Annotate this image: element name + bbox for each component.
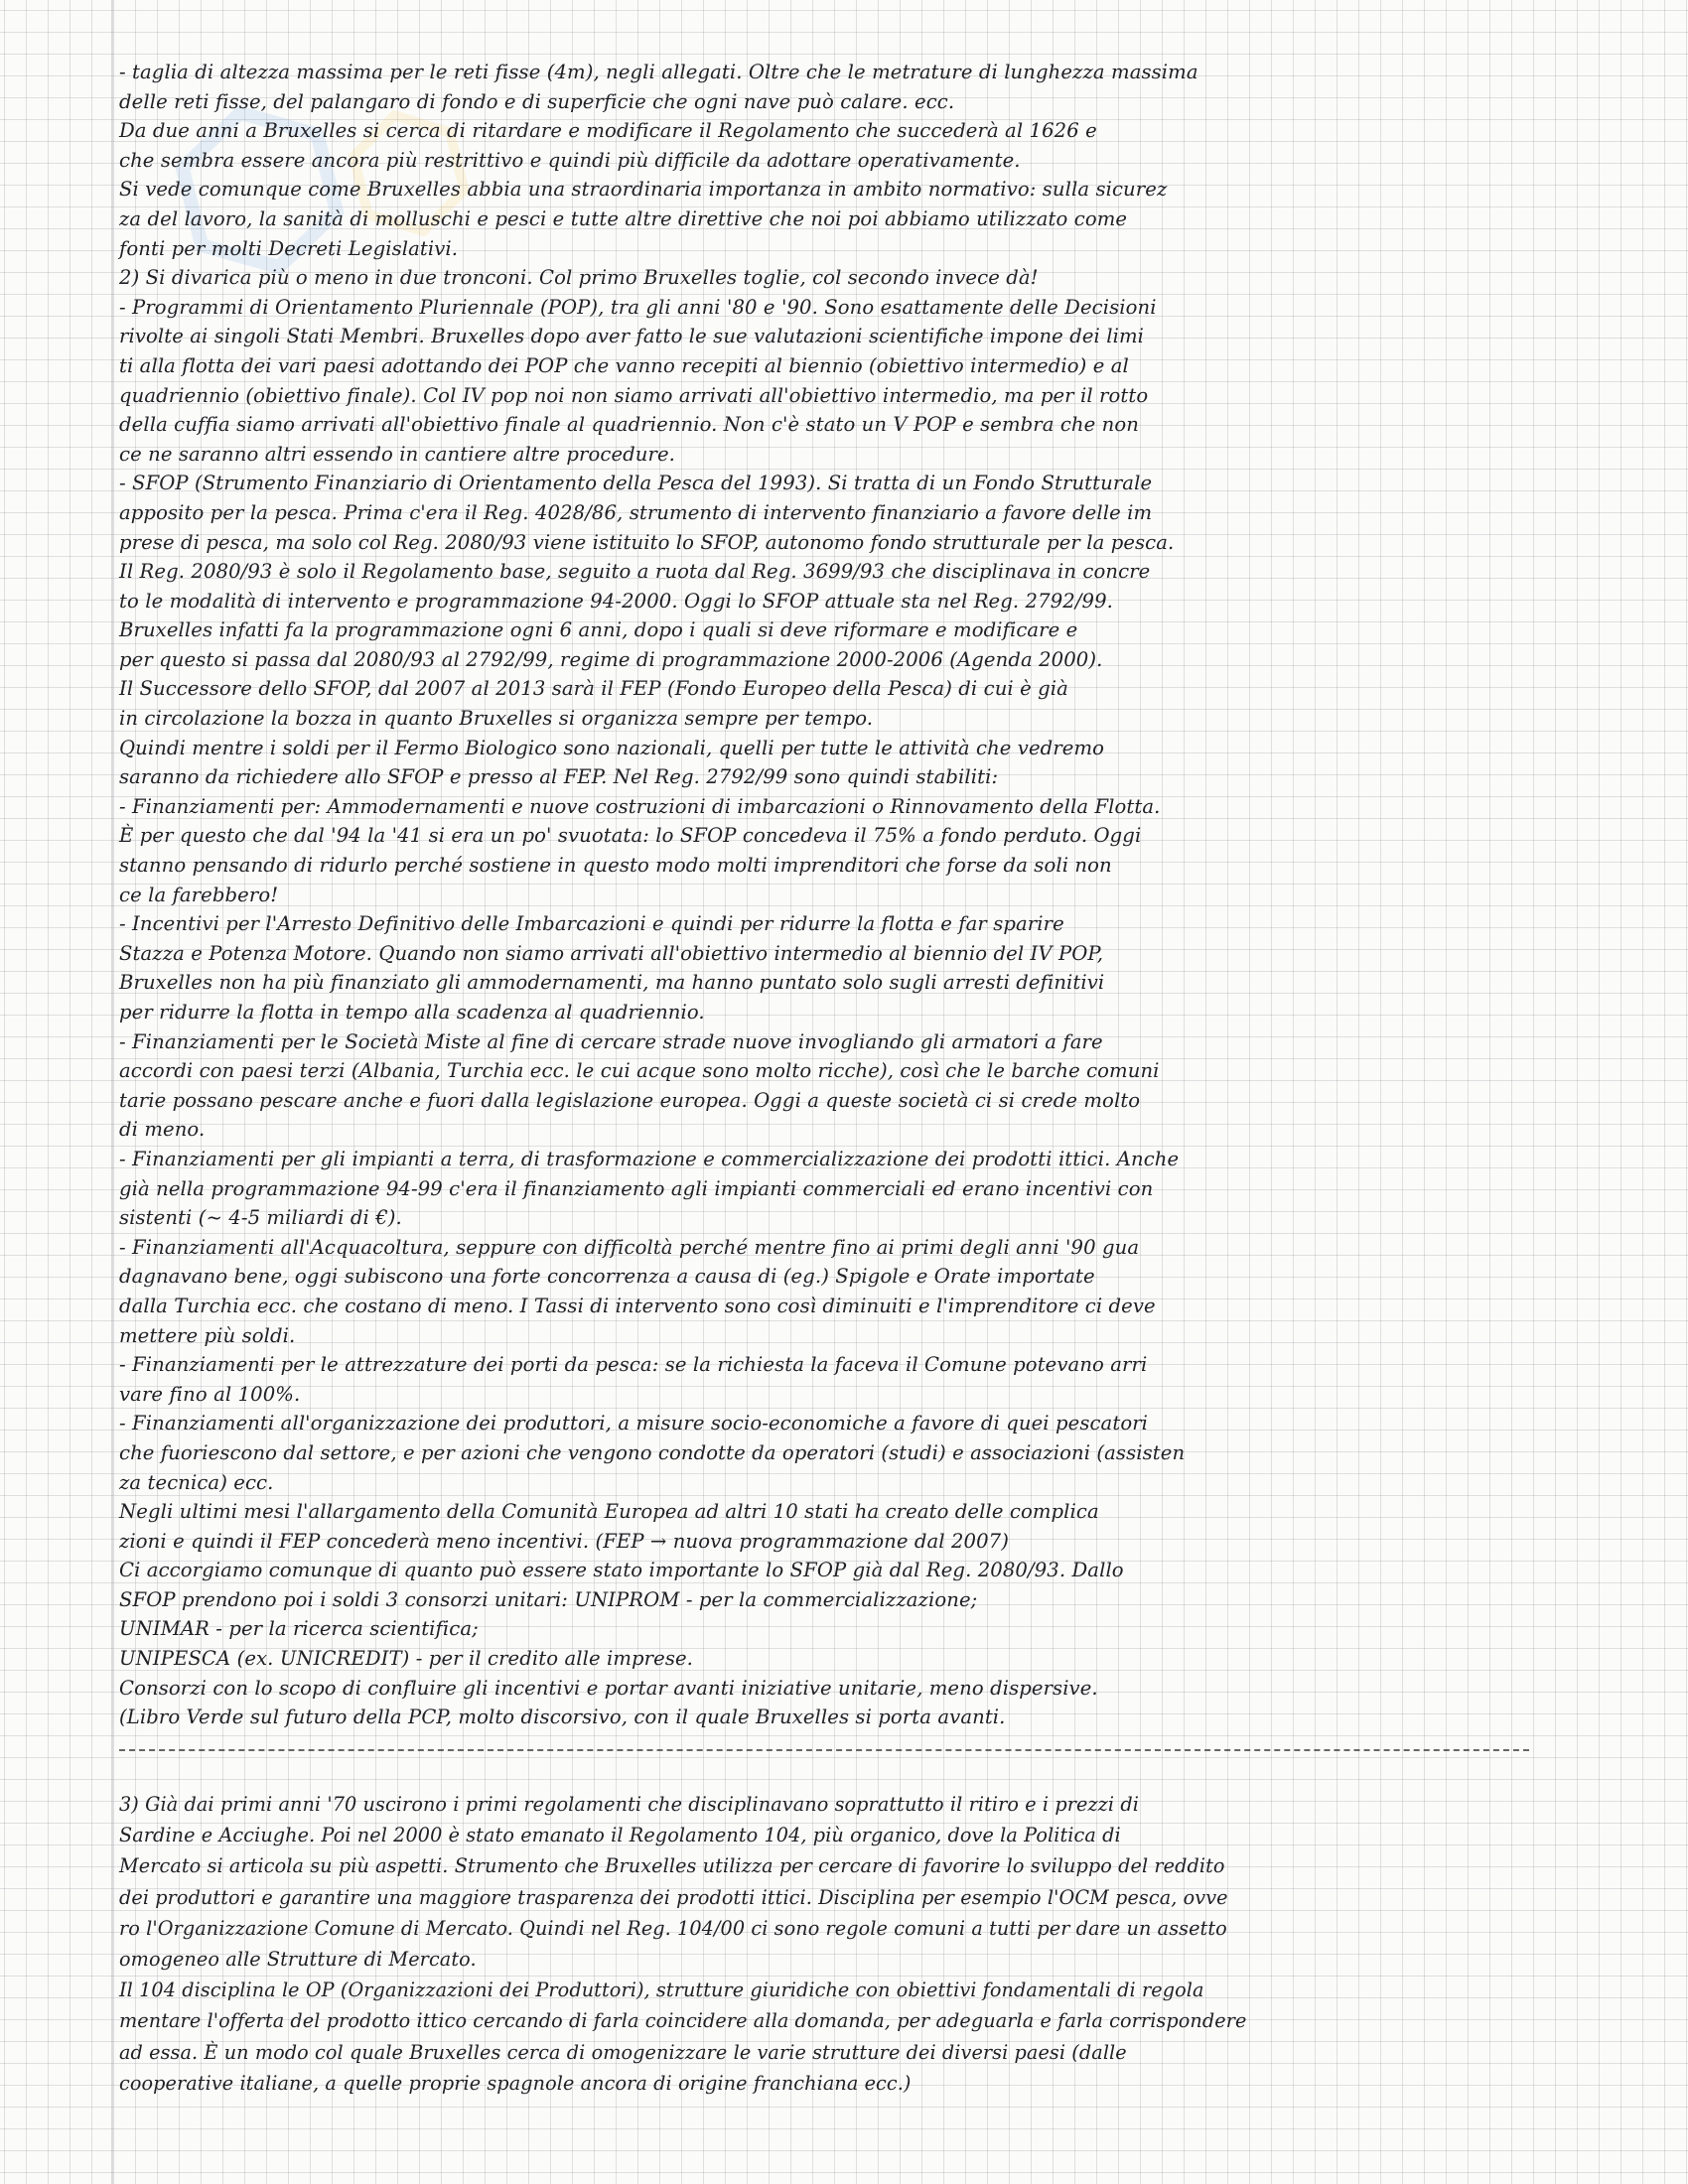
handwritten-line: dagnavano bene, oggi subiscono una forte concorrenza a causa di (eg.) Spigole e Orate importate [119, 1265, 1095, 1289]
handwritten-line: Mercato si articola su più aspetti. Strumento che Bruxelles utilizza per cercare di favorire lo sviluppo del reddito [119, 1854, 1225, 1878]
handwritten-line: Stazza e Potenza Motore. Quando non siamo arrivati all'obiettivo intermedio al biennio del IV POP, [119, 941, 1104, 965]
handwritten-line: apposito per la pesca. Prima c'era il Reg. 4028/86, strumento di intervento finanziario a favore delle im [119, 500, 1153, 524]
handwritten-line: SFOP prendono poi i soldi 3 consorzi unitari: UNIPROM - per la commercializzazione; [119, 1587, 978, 1611]
handwritten-line: mentare l'offerta del prodotto ittico cercando di farla coincidere alla domanda, per adeguarla e farla corrispondere [119, 2009, 1247, 2033]
handwritten-line: UNIMAR - per la ricerca scientifica; [119, 1617, 479, 1641]
handwritten-line: che fuoriescono dal settore, e per azioni che vengono condotte da operatori (studi) e associazioni (assisten [119, 1440, 1186, 1464]
handwritten-line: prese di pesca, ma solo col Reg. 2080/93 viene istituito lo SFOP, autonomo fondo strutturale per la pesca. [119, 530, 1175, 554]
handwritten-line: Negli ultimi mesi l'allargamento della Comunità Europea ad altri 10 stati ha creato delle complica [119, 1500, 1099, 1524]
handwritten-line: in circolazione la bozza in quanto Bruxelles si organizza sempre per tempo. [119, 707, 874, 731]
handwritten-line: quadriennio (obiettivo finale). Col IV pop noi non siamo arrivati all'obiettivo intermedio, ma per il rotto [119, 383, 1149, 407]
handwritten-line: rivolte ai singoli Stati Membri. Bruxelles dopo aver fatto le sue valutazioni scientifiche impone dei limi [119, 325, 1144, 348]
handwritten-line: della cuffia siamo arrivati all'obiettivo finale al quadriennio. Non c'è stato un V POP e sembra che non [119, 413, 1139, 437]
handwritten-line: sistenti (~ 4-5 miliardi di €). [119, 1206, 402, 1230]
handwritten-line: Il Successore dello SFOP, dal 2007 al 2013 sarà il FEP (Fondo Europeo della Pesca) di cui è già [119, 677, 1068, 701]
handwritten-line: Bruxelles infatti fa la programmazione ogni 6 anni, dopo i quali si deve riformare e modificare e [119, 618, 1078, 642]
handwritten-line: fonti per molti Decreti Legislativi. [119, 236, 459, 260]
handwritten-line: 3) Già dai primi anni '70 uscirono i primi regolamenti che disciplinavano soprattutto il ritiro e i prezzi di [119, 1793, 1139, 1816]
handwritten-line: Il Reg. 2080/93 è solo il Regolamento base, seguito a ruota dal Reg. 3699/93 che disciplinava in concre [119, 560, 1151, 584]
handwritten-line: È per questo che dal '94 la '41 si era un po' svuotata: lo SFOP concedeva il 75% a fondo perduto. Oggi [119, 824, 1142, 848]
handwritten-line: dalla Turchia ecc. che costano di meno. I Tassi di intervento sono così diminuiti e l'imprenditore ci deve [119, 1294, 1156, 1317]
notes-section-3 [119, 1789, 1539, 2099]
handwritten-line: - Finanziamenti all'organizzazione dei produttori, a misure socio-economiche a favore di quei pescatori [119, 1412, 1149, 1435]
handwritten-line: ro l'Organizzazione Comune di Mercato. Quindi nel Reg. 104/00 ci sono regole comuni a tutti per dare un assetto [119, 1916, 1227, 1940]
section-divider [119, 1749, 1529, 1751]
handwritten-line: - Finanziamenti per: Ammodernamenti e nuove costruzioni di imbarcazioni o Rinnovamento della Flotta. [119, 794, 1161, 818]
handwritten-line: ti alla flotta dei vari paesi adottando dei POP che vanno recepiti al biennio (obiettivo intermedio) e al [119, 353, 1129, 377]
handwritten-line: Sardine e Acciughe. Poi nel 2000 è stato emanato il Regolamento 104, più organico, dove la Politica di [119, 1824, 1121, 1847]
handwritten-line: dei produttori e garantire una maggiore trasparenza dei prodotti ittici. Disciplina per esempio l'OCM pesca, ovve [119, 1885, 1228, 1909]
notes-body [119, 58, 1539, 1732]
handwritten-line: omogeneo alle Strutture di Mercato. [119, 1947, 477, 1971]
handwritten-line: UNIPESCA (ex. UNICREDIT) - per il credito alle imprese. [119, 1647, 694, 1671]
handwritten-line: tarie possano pescare anche e fuori dalla legislazione europea. Oggi a queste società ci si crede molto [119, 1088, 1141, 1112]
handwritten-line: - Finanziamenti all'Acquacoltura, seppure con difficoltà perché mentre fino ai primi degli anni '90 gua [119, 1235, 1140, 1259]
handwritten-line: - taglia di altezza massima per le reti fisse (4m), negli allegati. Oltre che le metrature di lunghezza massima [119, 61, 1198, 83]
handwritten-line: stanno pensando di ridurlo perché sostiene in questo modo molti imprenditori che forse da soli non [119, 854, 1112, 878]
handwritten-line: to le modalità di intervento e programmazione 94-2000. Oggi lo SFOP attuale sta nel Reg. 2792/99. [119, 589, 1113, 613]
handwritten-line: - Programmi di Orientamento Pluriennale (POP), tra gli anni '80 e '90. Sono esattamente delle Decisioni [119, 295, 1157, 319]
handwritten-line: - Finanziamenti per le Società Miste al fine di cercare strade nuove invogliando gli armatori a fare [119, 1029, 1103, 1053]
handwritten-line: - Finanziamenti per gli impianti a terra, di trasformazione e commercializzazione dei prodotti ittici. Anche [119, 1147, 1180, 1170]
handwritten-line: saranno da richiedere allo SFOP e presso al FEP. Nel Reg. 2792/99 sono quindi stabiliti: [119, 765, 999, 789]
handwritten-line: (Libro Verde sul futuro della PCP, molto discorsivo, con il quale Bruxelles si porta avanti. [119, 1706, 1006, 1729]
handwritten-line: za tecnica) ecc. [119, 1470, 274, 1494]
handwritten-line: per questo si passa dal 2080/93 al 2792/99, regime di programmazione 2000-2006 (Agenda 2000). [119, 647, 1103, 671]
handwritten-line: Si vede comunque come Bruxelles abbia una straordinaria importanza in ambito normativo: sulla sicurez [119, 178, 1168, 202]
handwritten-line: per ridurre la flotta in tempo alla scadenza al quadriennio. [119, 1001, 705, 1024]
margin-line [111, 0, 113, 2184]
handwritten-line: Bruxelles non ha più finanziato gli ammodernamenti, ma hanno puntato solo sugli arresti definitivi [119, 971, 1105, 995]
handwritten-line: già nella programmazione 94-99 c'era il finanziamento agli impianti commerciali ed erano incentivi con [119, 1176, 1154, 1200]
handwritten-line: Ci accorgiamo comunque di quanto può essere stato importante lo SFOP già dal Reg. 2080/93. Dallo [119, 1559, 1124, 1582]
handwritten-line: vare fino al 100%. [119, 1382, 301, 1406]
handwritten-line: - Finanziamenti per le attrezzature dei porti da pesca: se la richiesta la faceva il Comune potevano arri [119, 1353, 1148, 1377]
handwritten-line: Quindi mentre i soldi per il Fermo Biologico sono nazionali, quelli per tutte le attività che vedremo [119, 736, 1105, 759]
handwritten-line: cooperative italiane, a quelle proprie spagnole ancora di origine franchiana ecc.) [119, 2071, 912, 2095]
handwritten-line: Da due anni a Bruxelles si cerca di ritardare e modificare il Regolamento che succederà al 1626 e [119, 119, 1097, 143]
handwritten-line: za del lavoro, la sanità di molluschi e pesci e tutte altre direttive che noi poi abbiamo utilizzato come [119, 206, 1128, 230]
handwritten-line: Consorzi con lo scopo di confluire gli incentivi e portar avanti iniziative unitarie, meno dispersive. [119, 1676, 1098, 1700]
handwritten-line: - SFOP (Strumento Finanziario di Orientamento della Pesca del 1993). Si tratta di un Fondo Strutturale [119, 472, 1153, 495]
handwritten-line: accordi con paesi terzi (Albania, Turchia ecc. le cui acque sono molto ricche), così che le barche comuni [119, 1059, 1160, 1083]
handwritten-line: mettere più soldi. [119, 1323, 296, 1347]
handwritten-line: delle reti fisse, del palangaro di fondo e di superficie che ogni nave può calare. ecc. [119, 89, 955, 113]
handwritten-line: ad essa. È un modo col quale Bruxelles cerca di omogenizzare le varie strutture dei diversi paesi (dalle [119, 2040, 1127, 2064]
handwritten-line: - Incentivi per l'Arresto Definitivo delle Imbarcazioni e quindi per ridurre la flotta e far sparire [119, 912, 1064, 936]
handwritten-line: di meno. [119, 1118, 206, 1142]
handwritten-line: ce ne saranno altri essendo in cantiere altre procedure. [119, 442, 676, 466]
handwritten-line: Il 104 disciplina le OP (Organizzazioni dei Produttori), strutture giuridiche con obiettivi fondamentali di regola [119, 1979, 1204, 2002]
handwritten-line: ce la farebbero! [119, 883, 279, 906]
handwritten-line: zioni e quindi il FEP concederà meno incentivi. (FEP → nuova programmazione dal 2007) [119, 1529, 1009, 1553]
handwritten-line: che sembra essere ancora più restrittivo e quindi più difficile da adottare operativamente. [119, 148, 1021, 172]
handwritten-line: 2) Si divarica più o meno in due tronconi. Col primo Bruxelles toglie, col secondo invece dà! [119, 266, 1039, 290]
